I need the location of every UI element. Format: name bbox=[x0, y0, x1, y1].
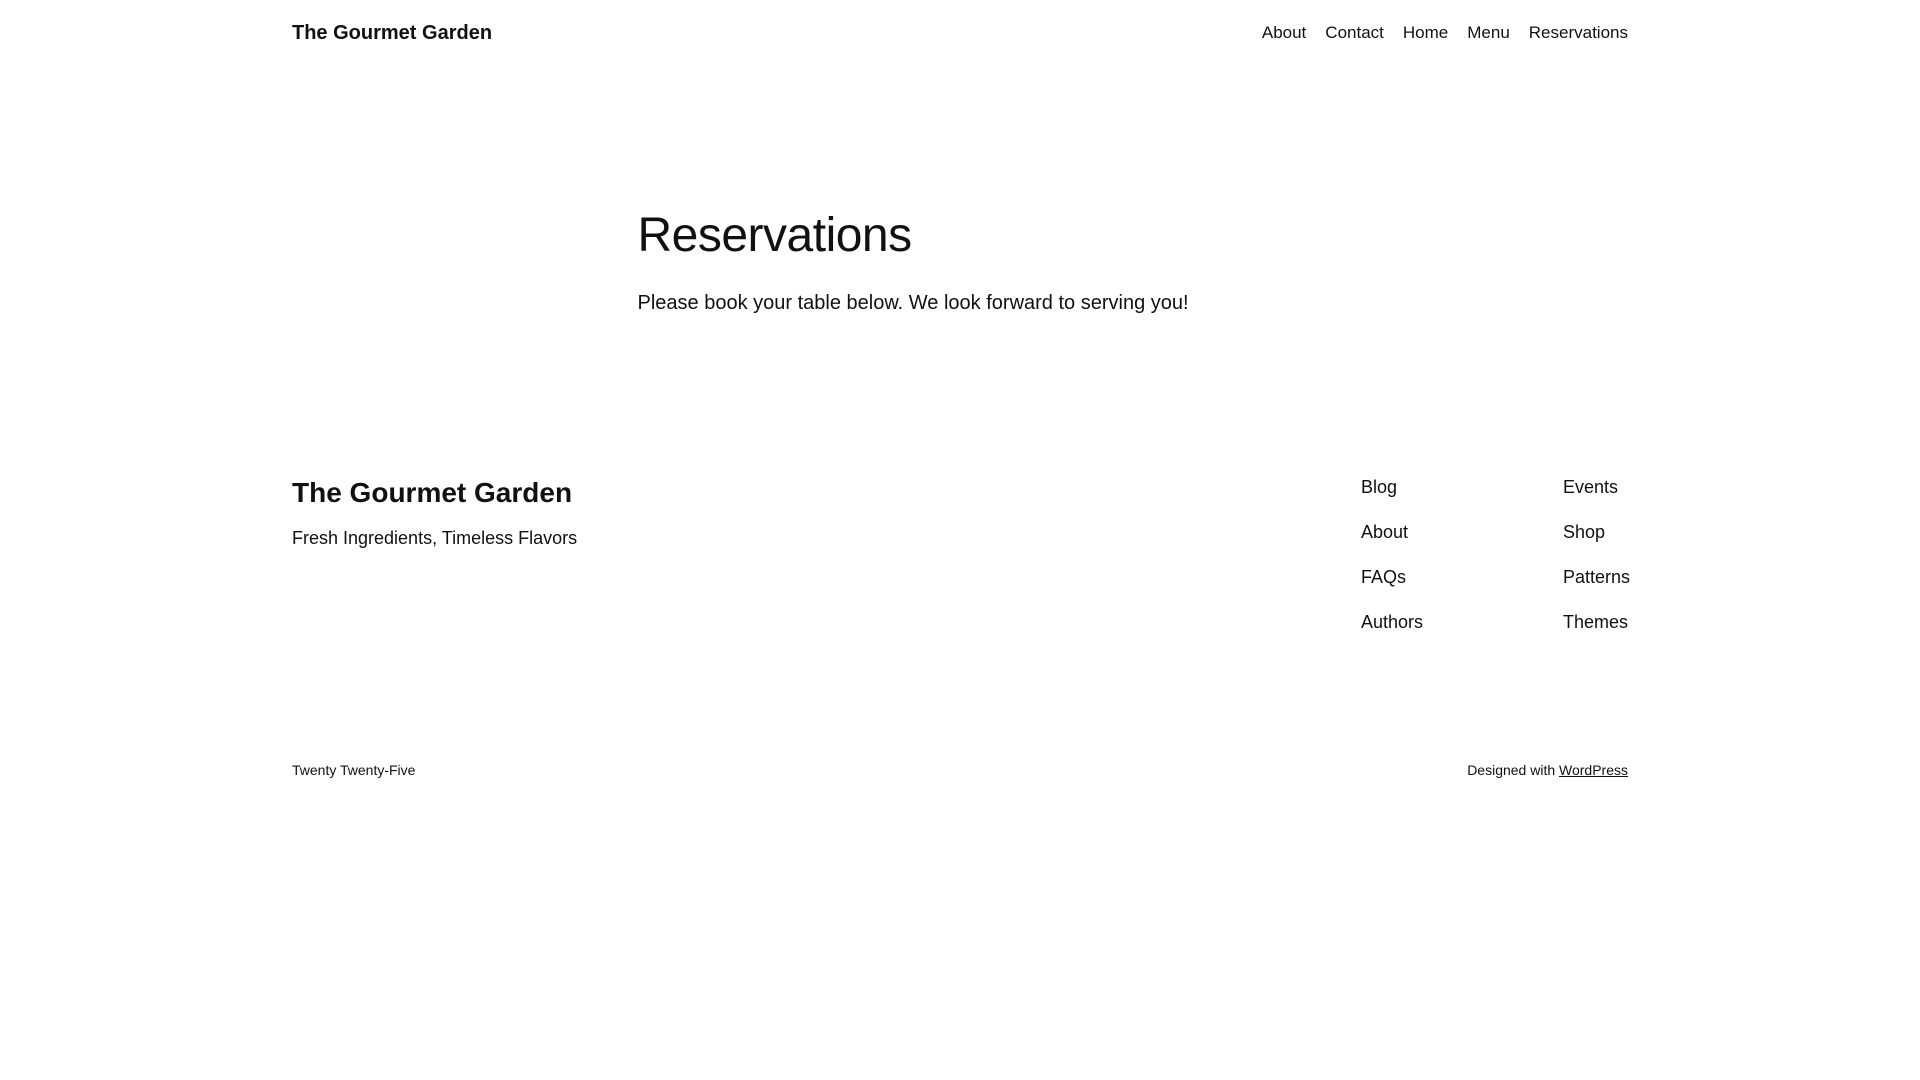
footer-main-row bbox=[292, 476, 1631, 633]
site-title-link[interactable]: The Gourmet Garden bbox=[292, 22, 493, 44]
list-item bbox=[1563, 566, 1631, 588]
footer-link-about[interactable]: About bbox=[1361, 521, 1409, 542]
list-item bbox=[1563, 611, 1628, 633]
primary-nav bbox=[1262, 23, 1628, 43]
footer-link-column-1 bbox=[1361, 476, 1563, 633]
nav-item-home[interactable]: Home bbox=[1402, 22, 1449, 42]
theme-name-text: Twenty Twenty-Five bbox=[292, 761, 416, 778]
list-item bbox=[1361, 521, 1563, 543]
footer-link-patterns[interactable]: Patterns bbox=[1563, 566, 1631, 587]
footer-link-columns bbox=[1361, 476, 1631, 633]
site-footer bbox=[0, 476, 1920, 779]
footer-link-themes[interactable]: Themes bbox=[1563, 611, 1629, 632]
main-area bbox=[0, 207, 1920, 318]
footer-site-title: The Gourmet Garden bbox=[292, 476, 573, 508]
footer-brand bbox=[292, 476, 577, 550]
page-title: Reservations bbox=[637, 209, 912, 262]
site-header bbox=[292, 0, 1628, 45]
list-item bbox=[1563, 521, 1628, 543]
nav-item-menu[interactable]: Menu bbox=[1467, 22, 1510, 42]
content-column bbox=[638, 207, 1283, 318]
intro-text: Please book your table below. We look forward to serving you! bbox=[637, 291, 1189, 314]
footer-link-faqs[interactable]: FAQs bbox=[1361, 566, 1407, 587]
footer-link-column-2 bbox=[1563, 476, 1631, 633]
list-item bbox=[1361, 611, 1563, 633]
wordpress-link[interactable]: WordPress bbox=[1559, 761, 1628, 778]
footer-bottom-bar bbox=[292, 761, 1628, 779]
designed-with-prefix: Designed with bbox=[1467, 761, 1556, 778]
list-item bbox=[1563, 476, 1628, 498]
header-inner bbox=[292, 21, 1628, 45]
nav-item-contact[interactable]: Contact bbox=[1325, 22, 1384, 42]
footer-tagline: Fresh Ingredients, Timeless Flavors bbox=[292, 528, 578, 549]
list-item bbox=[1361, 566, 1563, 588]
nav-item-reservations[interactable]: Reservations bbox=[1528, 22, 1628, 42]
nav-item-about[interactable]: About bbox=[1261, 22, 1307, 42]
footer-link-shop[interactable]: Shop bbox=[1563, 521, 1606, 542]
list-item bbox=[1361, 476, 1563, 498]
footer-link-blog[interactable]: Blog bbox=[1361, 476, 1398, 497]
designed-with-text bbox=[1467, 761, 1628, 779]
footer-link-events[interactable]: Events bbox=[1563, 476, 1619, 497]
footer-link-authors[interactable]: Authors bbox=[1361, 611, 1424, 632]
